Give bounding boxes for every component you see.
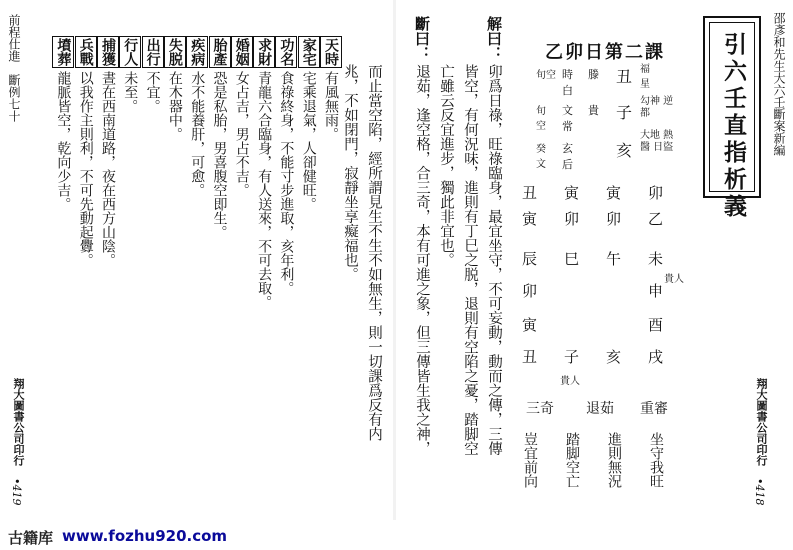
item-tag: 行人 [119, 36, 141, 68]
item-tag: 胎產 [209, 36, 231, 68]
header-note-right: 邵彥和先生大六壬斷案新編 [772, 12, 786, 156]
lesson-glyph: 寅 [564, 184, 580, 202]
item-tag: 出行 [142, 36, 164, 68]
divination-item [186, 36, 208, 197]
duan-line: 兆，不如閉門，寂靜坐享癡福也。 [342, 64, 358, 282]
lesson-glyph: 寅 [606, 184, 622, 202]
item-tag: 家宅 [298, 36, 320, 68]
divination-item [209, 36, 231, 239]
item-text: 在木器中。 [166, 71, 183, 141]
jie-label: 解曰： [485, 16, 503, 61]
item-tag: 求財 [253, 36, 275, 68]
divination-item [164, 36, 186, 141]
item-text: 青龍六合臨身，有人送來，不可去取。 [256, 71, 273, 309]
title-box [703, 16, 761, 221]
site-footer [0, 520, 793, 550]
item-text: 宅乘退氣，人卻健旺。 [300, 71, 317, 211]
lesson-glyph: 丑 [522, 184, 538, 202]
item-text: 不宜。 [144, 71, 161, 113]
duan-label: 斷曰： [413, 16, 431, 61]
side-print-right: 翔大圖書公司印行 [755, 378, 768, 466]
item-tag: 失脱 [164, 36, 186, 68]
lesson-glyph: 寅 [522, 210, 538, 228]
book-title: 引六壬直指析義 [720, 32, 747, 221]
item-text: 龍脈皆空，乾向少吉。 [55, 71, 72, 211]
divination-item [75, 36, 97, 267]
site-name: 古籍库 [8, 529, 54, 547]
lesson-title: 乙卯日第二課 [545, 42, 665, 63]
divination-item [52, 36, 74, 211]
item-text: 恐是私胎，男喜腹空即生。 [211, 71, 228, 239]
page-number-right: •418 [753, 478, 766, 506]
lesson-glyph: 乙 [648, 210, 664, 228]
item-tag: 疾病 [186, 36, 208, 68]
item-text: 有風無雨。 [323, 71, 339, 141]
item-tag: 墳葬 [52, 36, 74, 68]
item-text: 以我作主則利，不可先動起釁。 [77, 71, 94, 267]
divination-item [97, 36, 119, 267]
jie-line: 皆空，有何況味，進則有丁巳之脱，退則有空陷之憂，踏脚空 [462, 64, 478, 456]
page-number-left: •419 [10, 478, 23, 506]
item-text: 食祿終身，不能寸步進取，亥年利。 [278, 71, 295, 295]
duan-line: 而止當空陷，經所謂見生不生不如無生，則一切課爲反有内 [366, 64, 382, 441]
item-text: 水不能養肝，可愈。 [189, 71, 206, 197]
item-tag: 功名 [275, 36, 297, 68]
lesson-glyph: 卯 [564, 210, 580, 228]
item-tag: 兵戰 [75, 36, 97, 68]
divination-item [253, 36, 275, 309]
divination-item [142, 36, 164, 113]
item-text: 未至。 [122, 71, 139, 113]
item-tag: 捕獲 [97, 36, 119, 68]
site-url[interactable]: www.fozhu920.com [62, 527, 228, 545]
lesson-glyph: 卯 [648, 184, 664, 202]
divination-item [231, 36, 253, 197]
item-tag: 天時 [320, 36, 342, 68]
jie-line: 亡雖云反宜進步，獨此非宜也。 [438, 64, 454, 267]
jie-line: 卯爲日祿，旺祿臨身，最宜坐守，不可妄動，動而之傳，三傳 [486, 64, 502, 456]
page-gutter [393, 0, 396, 540]
lesson-glyph: 卯 [606, 210, 622, 228]
item-tag: 婚姻 [231, 36, 253, 68]
divination-item [298, 36, 320, 211]
duan-line: 退茹，逢空格，合三奇，本有可進之象，但三傳皆生我之神， [414, 64, 430, 456]
divination-item [275, 36, 297, 295]
divination-item [119, 36, 141, 113]
divination-item [320, 36, 342, 141]
item-text: 晝在西南道路，夜在西方山陰。 [100, 71, 116, 267]
header-note-left: 前程仕進 斷例七十 [7, 14, 21, 122]
item-text: 女占吉，男占不吉。 [233, 71, 250, 197]
side-print-left: 翔大圖書公司印行 [12, 378, 25, 466]
